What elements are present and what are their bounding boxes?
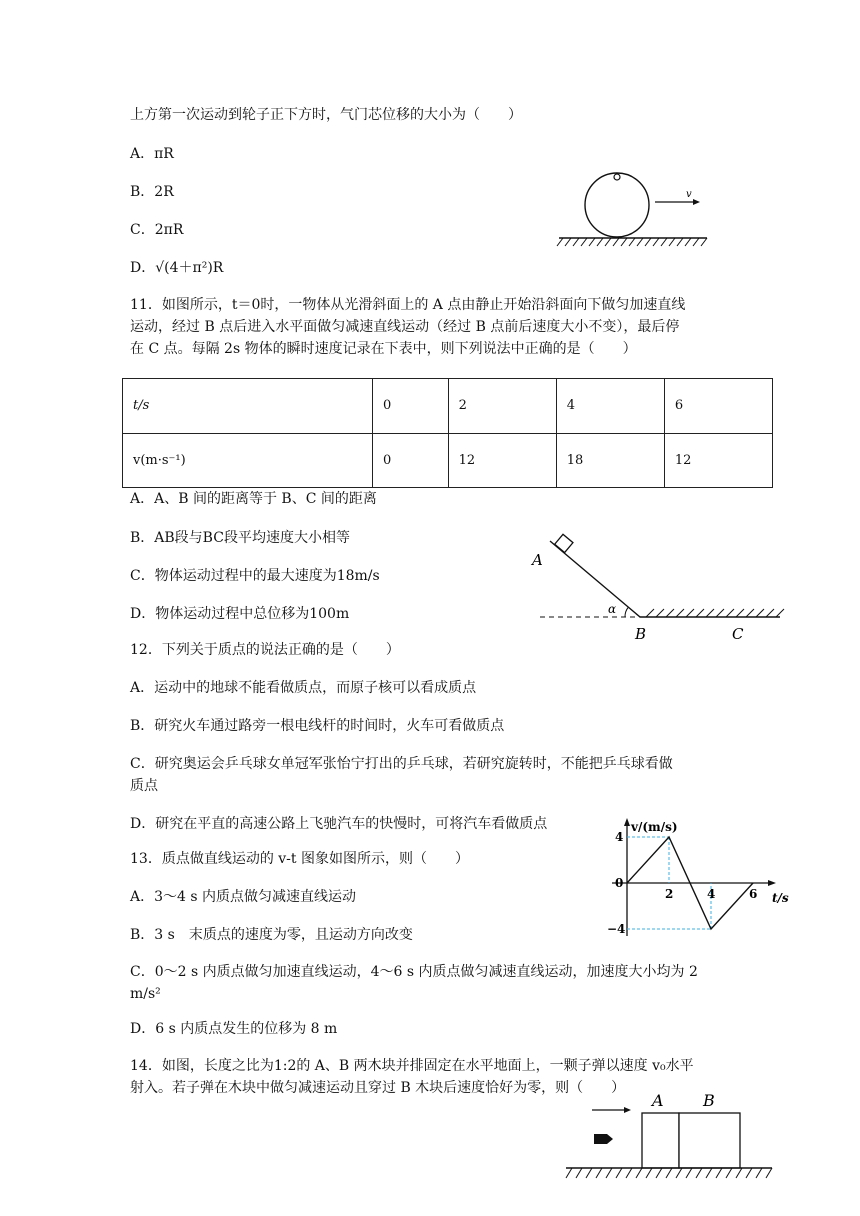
block-on-incline xyxy=(555,534,573,552)
incline-figure xyxy=(528,527,788,647)
q10-option-c: C．2πR xyxy=(130,222,184,238)
q13-option-d: D．6 s 内质点发生的位移为 8 m xyxy=(130,1021,338,1037)
table-row xyxy=(123,379,773,434)
q12-option-b: B．研究火车通过路旁一根电线杆的时间时，火车可看做质点 xyxy=(130,718,505,734)
ground-hatching xyxy=(557,238,707,246)
angle-arc xyxy=(625,607,629,617)
x-axis-arrowhead xyxy=(768,880,776,886)
label-alpha: α xyxy=(608,602,617,616)
q12-option-a: A．运动中的地球不能看做质点，而原子核可以看成质点 xyxy=(130,680,477,696)
x-tick-label: 4 xyxy=(707,887,716,901)
q13-stem: 13．质点做直线运动的 v-t 图象如图所示，则（ ） xyxy=(130,851,469,867)
q11-stem-line-2: 运动，经过 B 点后进入水平面做匀减速直线运动（经过 B 点前后速度大小不变），最后停 xyxy=(130,319,680,335)
q14-stem-line-2: 射入。若子弹在木块中做匀减速运动且穿过 B 木块后速度恰好为零，则（ ） xyxy=(130,1080,626,1096)
q10-option-b: B．2R xyxy=(130,184,174,200)
table-cell: 4 xyxy=(556,379,664,434)
table-row-header: v(m·s⁻¹) xyxy=(123,433,373,488)
block-b xyxy=(679,1113,740,1168)
q11-option-a: A．A、B 间的距离等于 B、C 间的距离 xyxy=(130,491,377,507)
table-cell: 2 xyxy=(448,379,556,434)
q14-stem-line-1: 14．如图，长度之比为1:2的 A、B 两木块并排固定在水平地面上，一颗子弹以速度 v₀水平 xyxy=(130,1058,694,1074)
bullet-velocity-arrowhead xyxy=(624,1107,631,1113)
blocks-figure xyxy=(560,1091,790,1184)
q12-option-c: C．研究奥运会乒乓球女单冠军张怡宁打出的乒乓球，若研究旋转时，不能把乒乓球看做 xyxy=(130,756,673,772)
label-b: B xyxy=(635,625,647,643)
velocity-arrowhead xyxy=(693,199,700,205)
x-axis-label: t/s xyxy=(772,891,789,905)
y-axis-arrowhead xyxy=(624,818,630,826)
q12-option-c-continued: 质点 xyxy=(130,778,158,794)
table-cell: 18 xyxy=(556,433,664,488)
table-cell: 12 xyxy=(664,433,772,488)
wheel-circle xyxy=(585,173,649,237)
table-cell: 6 xyxy=(664,379,772,434)
table-cell: 0 xyxy=(373,433,449,488)
label-block-a: A xyxy=(652,1091,664,1110)
y-tick-label: −4 xyxy=(607,922,626,936)
vt-chart xyxy=(600,812,800,942)
table-cell: 0 xyxy=(373,379,449,434)
table-row-header: t/s xyxy=(123,379,373,434)
q12-option-d: D．研究在平直的高速公路上飞驰汽车的快慢时，可将汽车看做质点 xyxy=(130,816,548,832)
q12-stem: 12．下列关于质点的说法正确的是（ ） xyxy=(130,642,400,658)
ground-hatching xyxy=(646,609,784,617)
q13-option-b: B．3 s 末质点的速度为零，且运动方向改变 xyxy=(130,927,413,943)
q11-stem-line-3: 在 C 点。每隔 2s 物体的瞬时速度记录在下表中，则下列说法中正确的是（ ） xyxy=(130,341,637,357)
question-stem-continuation: 上方第一次运动到轮子正下方时，气门芯位移的大小为（ ） xyxy=(130,107,522,123)
table-cell: 12 xyxy=(448,433,556,488)
bullet-icon xyxy=(594,1134,613,1144)
q11-option-c: C．物体运动过程中的最大速度为18m/s xyxy=(130,568,380,584)
q13-option-a: A．3～4 s 内质点做匀减速直线运动 xyxy=(130,889,357,905)
q13-option-c-continued: m/s² xyxy=(130,986,161,1002)
wheel-figure xyxy=(555,170,715,250)
q11-option-d: D．物体运动过程中总位移为100m xyxy=(130,606,350,622)
valve-core-dot xyxy=(614,174,620,180)
y-axis-label: v/(m/s) xyxy=(631,820,678,834)
ground-hatching xyxy=(566,1168,772,1178)
y-tick-label: 4 xyxy=(615,830,624,844)
block-a xyxy=(642,1113,679,1168)
x-tick-label: 2 xyxy=(665,887,674,901)
velocity-label: v xyxy=(686,189,692,200)
x-tick-label: 6 xyxy=(749,887,758,901)
q11-stem-line-1: 11．如图所示，t＝0时，一物体从光滑斜面上的 A 点由静止开始沿斜面向下做匀加速直线 xyxy=(130,297,686,313)
y-tick-label: 0 xyxy=(615,876,624,890)
q10-option-d: D．√(4＋π²)R xyxy=(130,260,224,276)
table-row xyxy=(123,433,773,488)
velocity-table xyxy=(122,378,773,488)
label-block-b: B xyxy=(703,1091,715,1110)
q10-option-a: A．πR xyxy=(130,146,174,162)
label-c: C xyxy=(732,625,744,643)
q11-option-b: B．AB段与BC段平均速度大小相等 xyxy=(130,530,350,546)
label-a: A xyxy=(532,551,543,569)
q13-option-c: C．0～2 s 内质点做匀加速直线运动，4～6 s 内质点做匀减速直线运动，加速度大小均为 2 xyxy=(130,964,698,980)
